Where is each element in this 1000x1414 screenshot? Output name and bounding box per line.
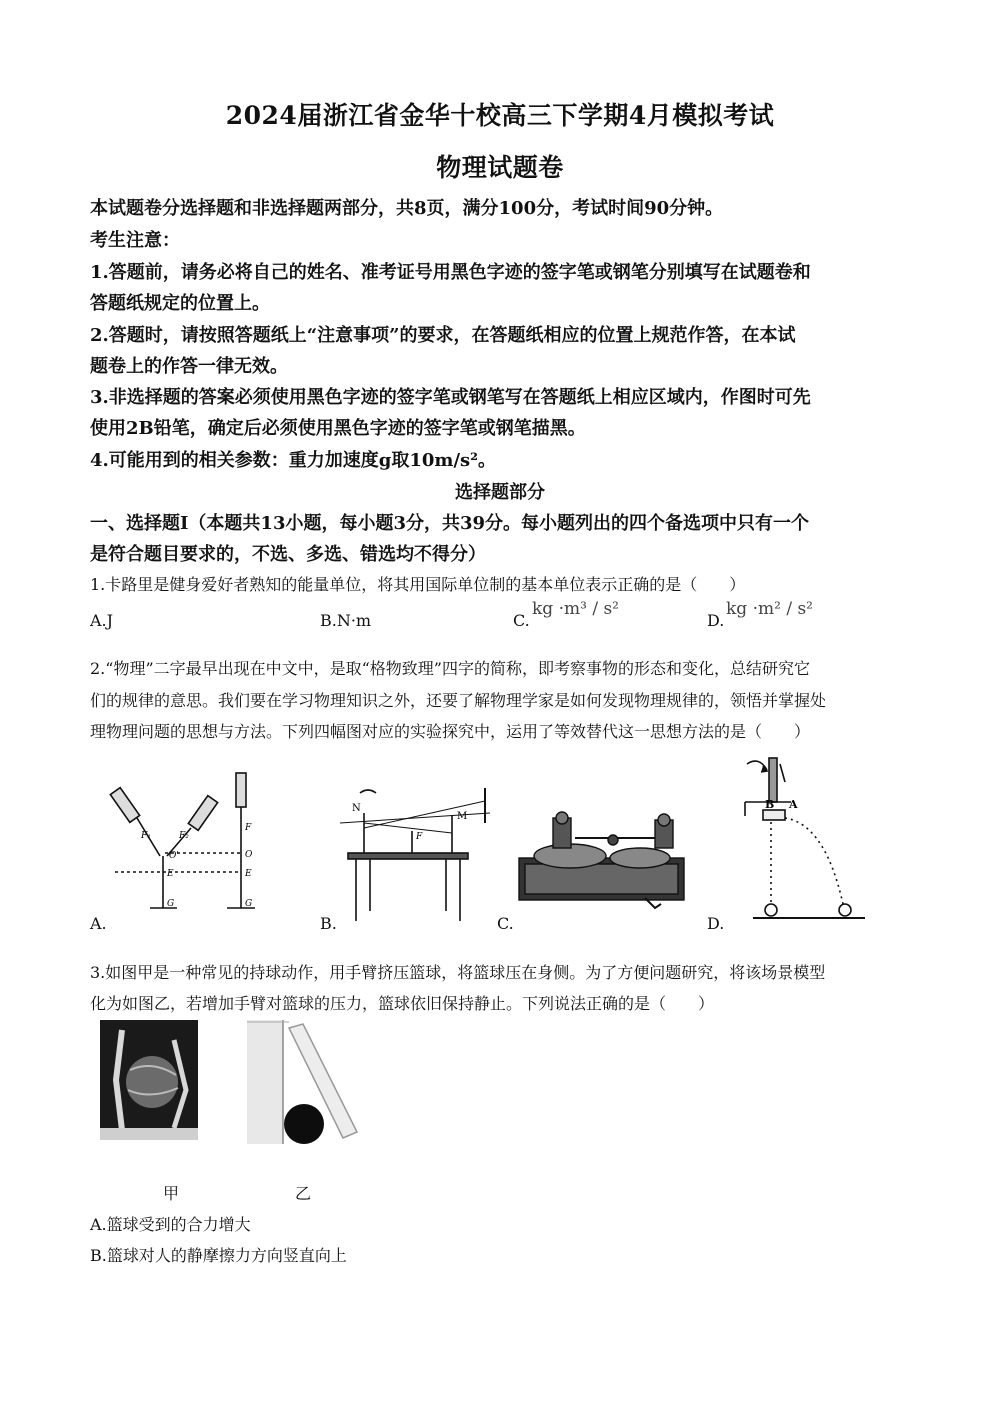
page-title: 2024届浙江省金华十校高三下学期4月模拟考试: [225, 101, 775, 130]
section-heading: 选择题部分: [455, 482, 545, 503]
fig-a-label-o-left: O': [169, 851, 179, 861]
fig-a-label-e-right: E: [245, 869, 252, 879]
q2-figure-b-label: B.: [320, 914, 337, 933]
q1-option-d-label: D.: [707, 611, 725, 630]
note-2-line-1: 2.答题时，请按照答题纸上“注意事项”的要求，在答题纸相应的位置上规范作答，在本试: [90, 325, 796, 346]
q3-option-b: B.篮球对人的静摩擦力方向竖直向上: [90, 1246, 347, 1265]
note-1-line-1: 1.答题前，请务必将自己的姓名、准考证号用黑色字迹的签字笔或钢笔分别填写在试题卷和: [90, 262, 811, 283]
q3-caption-jia: 甲: [163, 1184, 180, 1203]
q3-figure-yi-model: [245, 1020, 363, 1145]
fig-b-label-n: N: [352, 803, 361, 814]
q2-stem-line-1: 2.“物理”二字最早出现在中文中，是取“格物致理”四字的简称，即考察事物的形态和变化，总结研究它: [90, 659, 810, 678]
fig-d-label-b: B: [765, 798, 775, 811]
fig-b-label-m: M: [457, 811, 468, 822]
fig-a-label-g-left: G: [167, 899, 175, 909]
q1-option-c: [513, 611, 530, 630]
q2-figure-c-apparatus: [515, 808, 690, 913]
fig-a-label-e-left: E: [167, 869, 174, 879]
q1-stem: 1.卡路里是健身爱好者熟知的能量单位，将其用国际单位制的基本单位表示正确的是（ ）: [90, 575, 746, 594]
fig-a-label-f2: F₂: [179, 831, 189, 841]
q1-option-c-label: C.: [513, 611, 530, 630]
fig-a-label-o-right: O: [245, 850, 253, 860]
q2-stem-line-3: 理物理问题的思想与方法。下列四幅图对应的实验探究中，运用了等效替代这一思想方法的是（ ）: [90, 722, 811, 741]
q2-figure-d-label: D.: [707, 914, 725, 933]
q3-stem-line-2: 化为如图乙，若增加手臂对篮球的压力，篮球依旧保持静止。下列说法正确的是（ ）: [90, 994, 715, 1013]
note-3-line-1: 3.非选择题的答案必须使用黑色字迹的签字笔或钢笔写在答题纸上相应区域内，作图时可先: [90, 387, 811, 408]
fig-b-label-f: F: [416, 832, 423, 842]
q2-figure-c-label: C.: [497, 914, 514, 933]
note-2-line-2: 题卷上的作答一律无效。: [90, 356, 288, 377]
q1-option-d-unit: kg ·m² / s²: [726, 599, 814, 619]
part-title-line-2: 是符合题目要求的，不选、多选、错选均不得分）: [90, 544, 486, 565]
q2-figure-d-projectile: [725, 752, 875, 924]
q3-figure-jia-photo: [100, 1020, 198, 1140]
fig-a-label-f1: F₁: [141, 831, 151, 841]
q3-stem-line-1: 3.如图甲是一种常见的持球动作，用手臂挤压篮球，将篮球压在身侧。为了方便问题研究，将该场景模型: [90, 963, 826, 982]
q2-figure-b-mirror-table: [340, 783, 495, 923]
q3-caption-yi: 乙: [295, 1184, 312, 1203]
q2-figure-a-force-composition: [105, 768, 275, 923]
q2-stem-line-2: 们的规律的意思。我们要在学习物理知识之外，还要了解物理学家是如何发现物理规律的，领悟并掌握处: [90, 691, 827, 710]
note-1-line-2: 答题纸规定的位置上。: [90, 293, 270, 314]
page-subtitle: 物理试题卷: [436, 153, 564, 182]
fig-d-label-a: A: [789, 798, 798, 811]
part-title-line-1: 一、选择题Ⅰ（本题共13小题，每小题3分，共39分。每小题列出的四个备选项中只有一个: [90, 513, 810, 534]
note-4: 4.可能用到的相关参数：重力加速度g取10m/s²。: [90, 450, 497, 471]
q1-option-a: A.J: [90, 611, 114, 630]
notice-heading: 考生注意：: [90, 230, 180, 251]
exam-summary: 本试题卷分选择题和非选择题两部分，共8页，满分100分，考试时间90分钟。: [90, 198, 724, 219]
q1-option-b: B.N·m: [320, 611, 372, 630]
note-3-line-2: 使用2B铅笔，确定后必须使用黑色字迹的签字笔或钢笔描黑。: [90, 418, 586, 439]
q1-option-d: [707, 611, 724, 630]
q3-option-a: A.篮球受到的合力增大: [90, 1215, 251, 1234]
fig-a-label-f: F: [245, 823, 252, 833]
q1-option-c-unit: kg ·m³ / s²: [532, 599, 620, 619]
q2-figure-a-label: A.: [90, 914, 107, 933]
fig-a-label-g-right: G: [245, 899, 253, 909]
